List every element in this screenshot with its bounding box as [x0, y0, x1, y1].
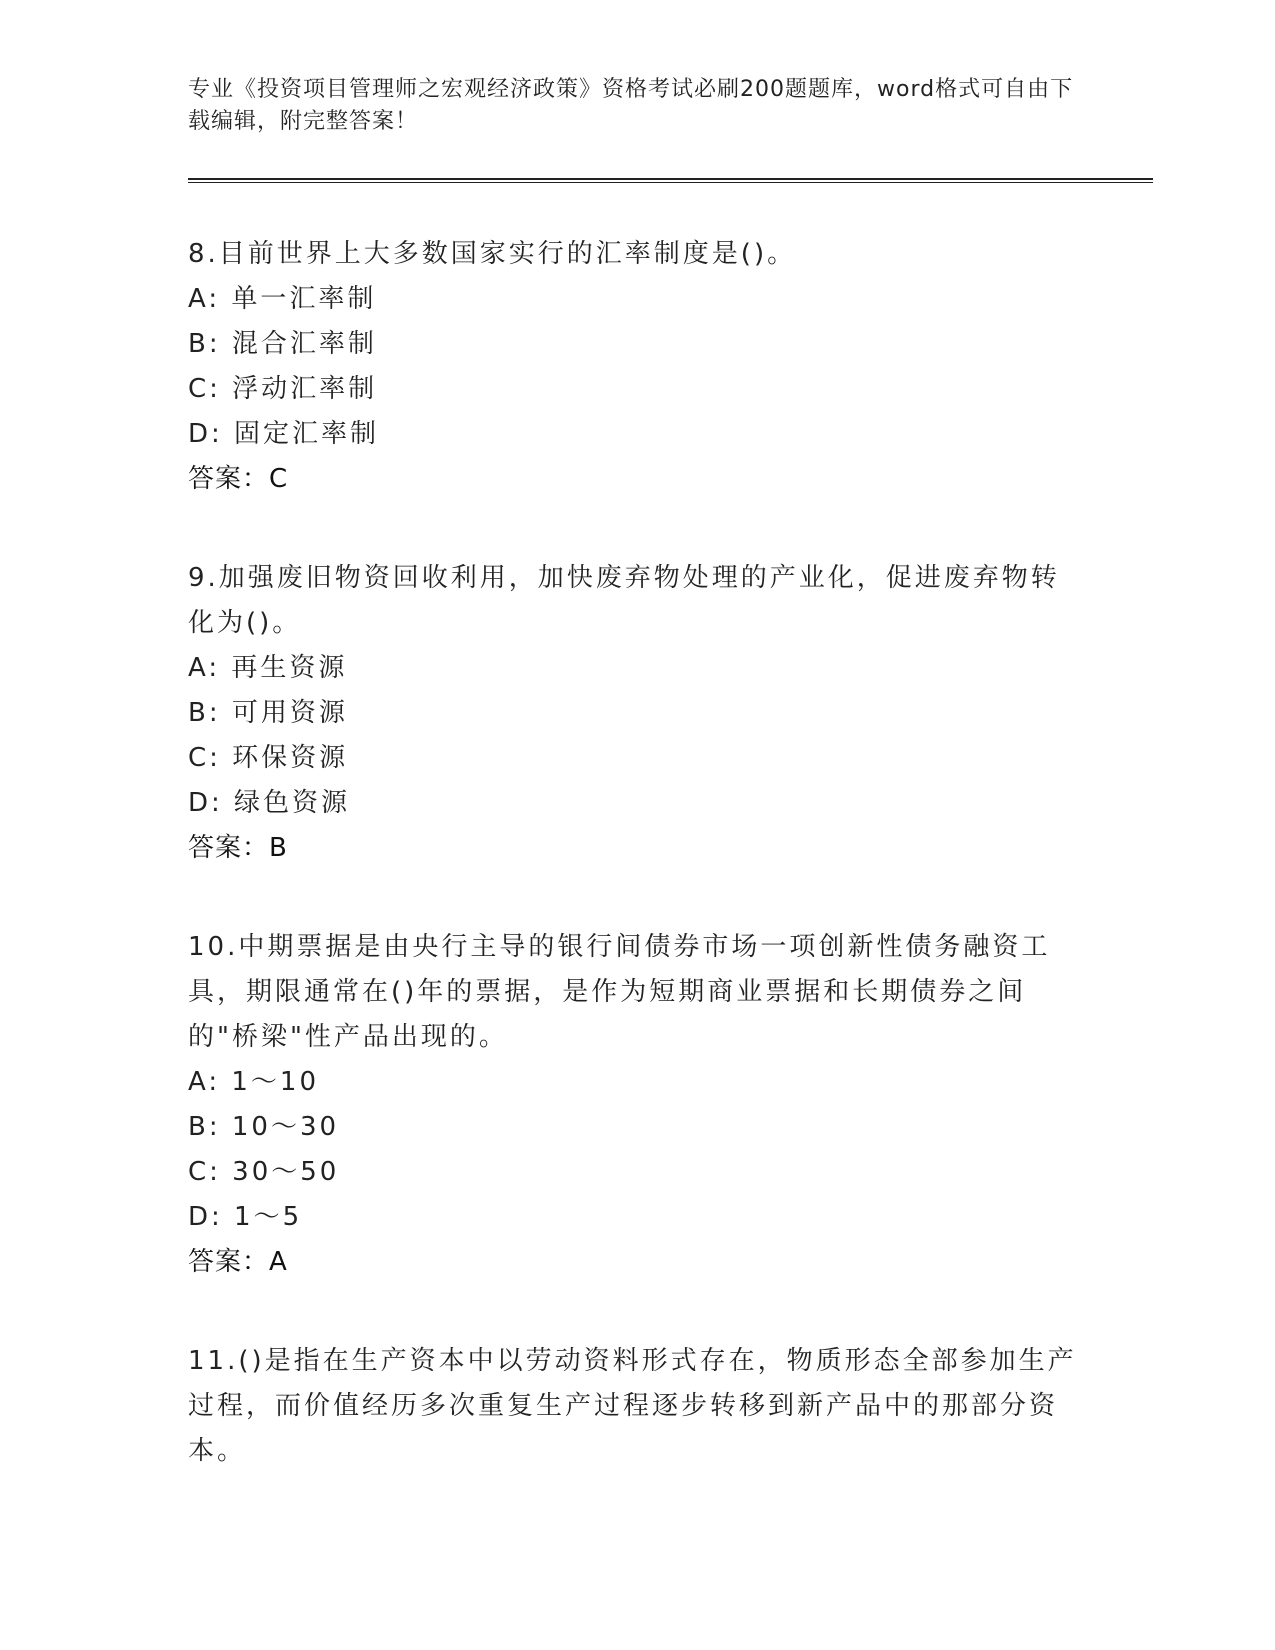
question-9 [188, 556, 1088, 871]
question-stem: 11.()是指在生产资本中以劳动资料形式存在，物质形态全部参加生产过程，而价值经历多次重复生产过程逐步转移到新产品中的那部分资本。 [188, 1346, 1077, 1466]
question-stem: 9.加强废旧物资回收利用，加快废弃物处理的产业化，促进废弃物转化为()。 [188, 563, 1060, 638]
option-list [188, 1060, 1088, 1240]
header-divider [188, 178, 1153, 183]
option-c: C: 30～50 [188, 1157, 340, 1187]
answer-line: 答案：B [188, 833, 288, 863]
option-d: D: 固定汇率制 [188, 419, 380, 449]
option-a: A: 1～10 [188, 1067, 319, 1097]
option-list [188, 277, 1088, 457]
option-c: C: 浮动汇率制 [188, 374, 378, 404]
option-d: D: 绿色资源 [188, 788, 351, 818]
question-stem: 8.目前世界上大多数国家实行的汇率制度是()。 [188, 239, 797, 269]
question-stem: 10.中期票据是由央行主导的银行间债券市场一项创新性债务融资工具，期限通常在()年的票据，是作为短期商业票据和长期债券之间的"桥梁"性产品出现的。 [188, 932, 1051, 1052]
option-a: A: 再生资源 [188, 653, 348, 683]
option-d: D: 1～5 [188, 1202, 303, 1232]
answer-line: 答案：A [188, 1247, 288, 1277]
question-8 [188, 232, 1088, 502]
question-10 [188, 925, 1088, 1285]
question-list [188, 232, 1088, 1528]
answer-line: 答案：C [188, 464, 289, 494]
question-11 [188, 1339, 1088, 1474]
option-list [188, 646, 1088, 826]
option-b: B: 混合汇率制 [188, 329, 377, 359]
document-header: 专业《投资项目管理师之宏观经济政策》资格考试必刷200题题库，word格式可自由下载编辑，附完整答案！ [188, 77, 1074, 134]
option-b: B: 10～30 [188, 1112, 340, 1142]
option-c: C: 环保资源 [188, 743, 349, 773]
option-a: A: 单一汇率制 [188, 284, 377, 314]
option-b: B: 可用资源 [188, 698, 348, 728]
